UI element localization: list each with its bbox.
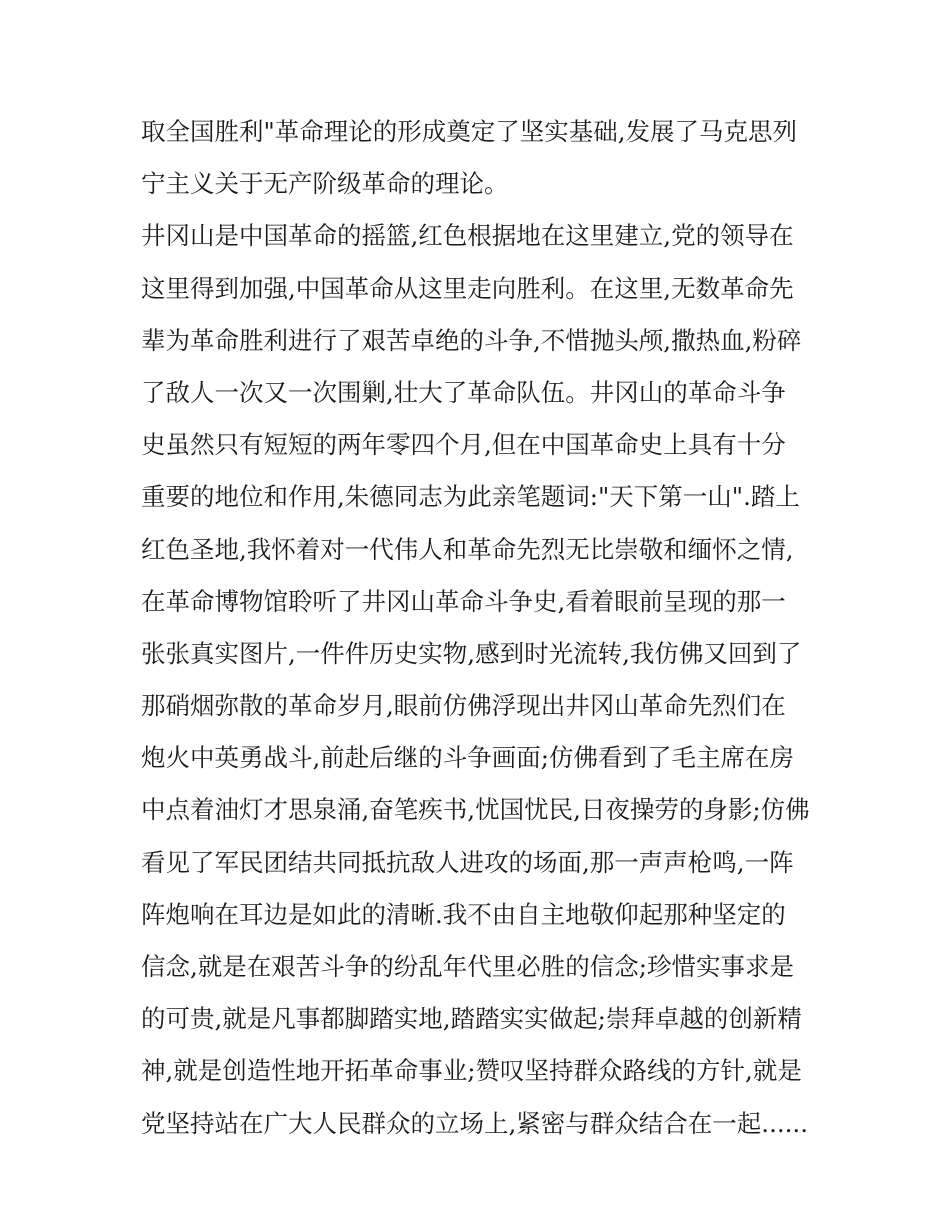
text-line: 史虽然只有短短的两年零四个月,但在中国革命史上具有十分 (141, 430, 786, 460)
text-line: 宁主义关于无产阶级革命的理论。 (141, 169, 509, 199)
text-line: 这里得到加强,中国革命从这里走向胜利。在这里,无数革命先 (141, 273, 794, 303)
text-line: 信念,就是在艰苦斗争的纷乱年代里必胜的信念;珍惜实事求是 (141, 952, 795, 981)
text-line: 了敌人一次又一次围剿,壮大了革命队伍。井冈山的革命斗争 (141, 377, 786, 407)
text-line: 红色圣地,我怀着对一代伟人和革命先烈无比崇敬和缅怀之情, (141, 534, 794, 564)
text-line: 重要的地位和作用,朱德同志为此亲笔题词:"天下第一山".踏上 (141, 482, 800, 512)
text-line: 神,就是创造性地开拓革命事业;赞叹坚持群众路线的方针,就是 (141, 1056, 802, 1086)
text-line: 辈为革命胜利进行了艰苦卓绝的斗争,不惜抛头颅,撒热血,粉碎 (141, 325, 802, 355)
body-text (141, 106, 821, 1150)
text-line: 那硝烟弥散的革命岁月,眼前仿佛浮现出井冈山革命先烈们在 (141, 691, 786, 721)
text-line: 炮火中英勇战斗,前赴后继的斗争画面;仿佛看到了毛主席在房 (141, 743, 795, 773)
text-line: 看见了军民团结共同抵抗敌人进攻的场面,那一声声枪鸣,一阵 (141, 847, 794, 877)
text-line: 井冈山是中国革命的摇篮,红色根据地在这里建立,党的领导在 (141, 221, 794, 251)
text-line: 张张真实图片,一件件历史实物,感到时光流转,我仿佛又回到了 (141, 638, 802, 668)
text-line: 取全国胜利"革命理论的形成奠定了坚实基础,发展了马克思列 (141, 117, 798, 146)
text-line: 的可贵,就是凡事都脚踏实地,踏踏实实做起;崇拜卓越的创新精 (141, 1004, 802, 1034)
text-line: 党坚持站在广大人民群众的立场上,紧密与群众结合在一起...... (141, 1108, 809, 1138)
text-line: 在革命博物馆聆听了井冈山革命斗争史,看着眼前呈现的那一 (141, 586, 786, 616)
text-line: 阵炮响在耳边是如此的清晰.我不由自主地敬仰起那种坚定的 (141, 899, 786, 929)
text-line: 中点着油灯才思泉涌,奋笔疾书,忧国忧民,日夜操劳的身影;仿佛 (141, 795, 810, 825)
